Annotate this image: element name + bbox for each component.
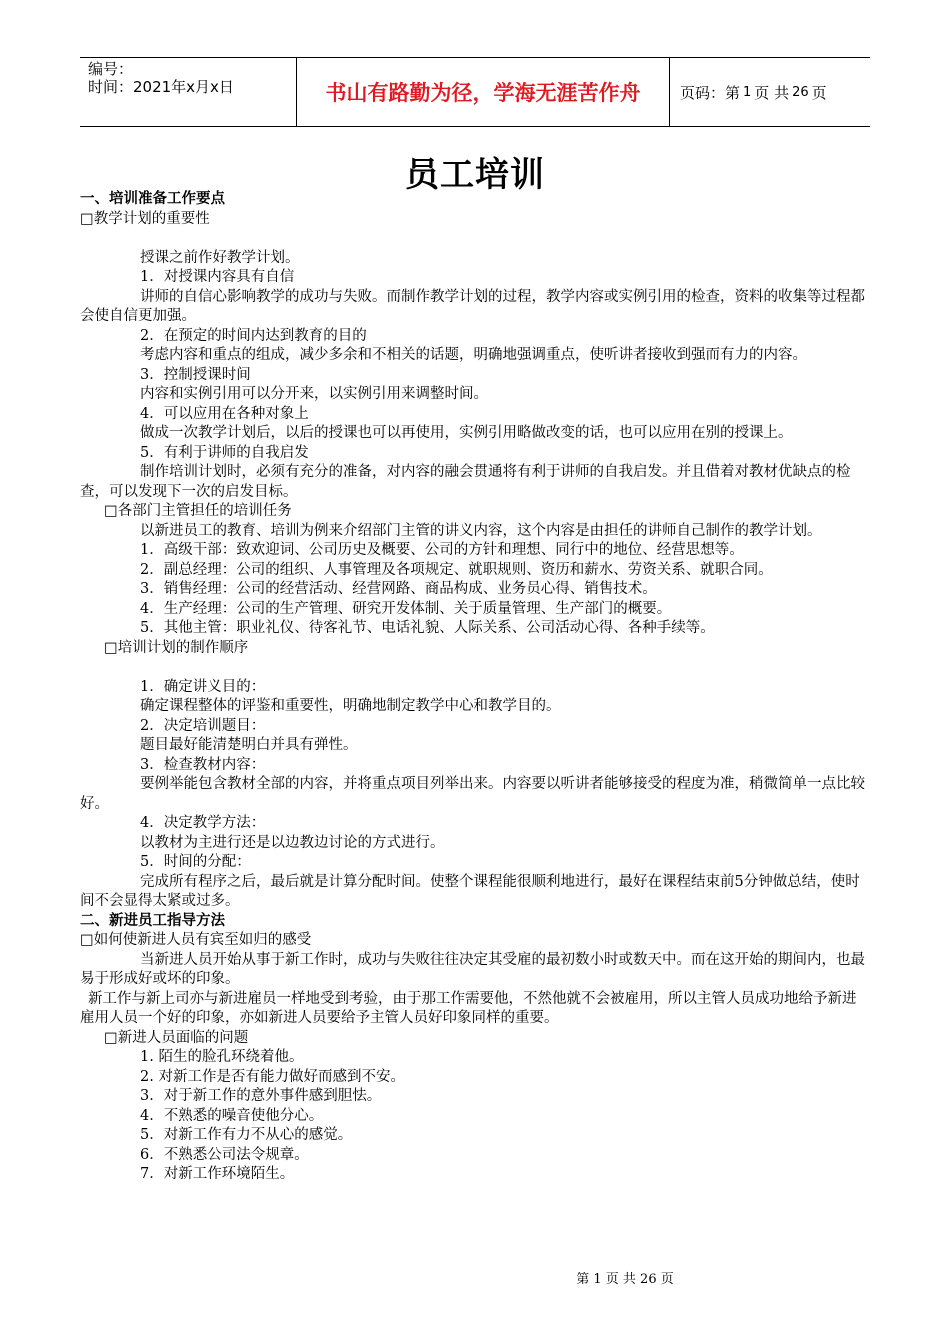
paragraph: 授课之前作好教学计划。 (140, 249, 300, 266)
paragraph: 制作培训计划时，必须有充分的准备，对内容的融会贯通将有利于讲师的自我启发。并且借着对教材优缺点的检查，可以发现下一次的启发目标。 (80, 464, 851, 500)
paragraph: 5．其他主管：职业礼仪、待客礼节、电话礼貌、人际关系、公司活动心得、各种手续等。 (140, 620, 715, 636)
page-mid: 页 共 (754, 83, 790, 102)
blank-line (80, 229, 870, 249)
header-table (80, 57, 870, 127)
paragraph: 4．生产经理：公司的生产管理、研究开发体制、关于质量管理、生产部门的概要。 (140, 600, 672, 617)
blank-line (80, 658, 870, 678)
paragraph: 内容和实例引用可以分开来，以实例引用来调整时间。 (140, 386, 488, 402)
paragraph: 做成一次教学计划后，以后的授课也可以再使用，实例引用略做改变的话，也可以应用在别的授课上。 (140, 425, 793, 441)
paragraph: 1．高级干部：致欢迎词、公司历史及概要、公司的方针和理想、同行中的地位、经营思想等。 (140, 542, 744, 558)
paragraph: 6．不熟悉公司法令规章。 (140, 1146, 309, 1163)
paragraph: □如何使新进人员有宾至如归的感受 (80, 932, 312, 948)
paragraph: 5．有利于讲师的自我启发 (140, 444, 309, 461)
paragraph: 1. 陌生的脸孔环绕着他。 (140, 1049, 304, 1065)
header-info-cell (80, 58, 296, 126)
paragraph: 考虑内容和重点的组成，减少多余和不相关的话题，明确地强调重点，使听讲者接收到强而有力的内容。 (140, 347, 807, 363)
page-total: 26 (792, 84, 809, 100)
document-body (80, 190, 870, 1185)
page-suffix: 页 (811, 83, 827, 102)
header-motto: 书山有路勤为径，学海无涯苦作舟 (296, 58, 670, 126)
paragraph: □教学计划的重要性 (80, 210, 210, 227)
paragraph: 以新进员工的教育、培训为例来介绍部门主管的讲义内容，这个内容是由担任的讲师自己制作的教学计划。 (140, 522, 822, 539)
paragraph: 完成所有程序之后，最后就是计算分配时间。使整个课程能很顺利地进行，最好在课程结束前5分钟做总结，使时间不会显得太紧或过多。 (80, 873, 860, 909)
document-time-label: 时间：2021年x月x日 (88, 78, 234, 96)
paragraph: 2. 对新工作是否有能力做好而感到不安。 (140, 1068, 405, 1085)
paragraph: 5．对新工作有力不从心的感觉。 (140, 1127, 353, 1143)
paragraph: □新进人员面临的问题 (104, 1029, 249, 1046)
paragraph: 3．检查教材内容： (140, 756, 266, 773)
paragraph: 3．销售经理：公司的经营活动、经营网路、商品构成、业务员心得、销售技术。 (140, 581, 657, 597)
paragraph: 1．对授课内容具有自信 (140, 269, 295, 285)
paragraph: 以教材为主进行还是以边教边讨论的方式进行。 (140, 834, 445, 851)
paragraph: 4．可以应用在各种对象上 (140, 405, 309, 422)
section-heading: 二、新进员工指导方法 (80, 912, 225, 929)
paragraph: 2．在预定的时间内达到教育的目的 (140, 327, 367, 344)
section-heading: 一、培训准备工作要点 (80, 191, 225, 207)
paragraph: 4．决定教学方法： (140, 815, 266, 831)
paragraph: 1．确定讲义目的： (140, 678, 266, 695)
paragraph: 5．时间的分配： (140, 854, 251, 870)
paragraph: 7．对新工作环境陌生。 (140, 1166, 295, 1182)
paragraph: 确定课程整体的评鉴和重要性，明确地制定教学中心和教学目的。 (140, 698, 561, 714)
paragraph: 讲师的自信心影响教学的成功与失败。而制作教学计划的过程，教学内容或实例引用的检查，资料的收集等过程都会使自信更加强。 (80, 288, 865, 324)
paragraph: 4．不熟悉的噪音使他分心。 (140, 1107, 324, 1124)
page-number: 1 (743, 84, 752, 100)
page-prefix: 页码：第 (680, 83, 741, 102)
paragraph: 2．决定培训题目： (140, 717, 266, 734)
document-title: 员工培训 (405, 155, 545, 195)
paragraph: 2．副总经理：公司的组织、人事管理及各项规定、就职规则、资历和薪水、劳资关系、就职合同。 (140, 561, 773, 578)
paragraph: 题目最好能清楚明白并具有弹性。 (140, 737, 358, 753)
paragraph: 要例举能包含教材全部的内容，并将重点项目列举出来。内容要以听讲者能够接受的程度为准，稍微简单一点比较好。 (80, 776, 865, 812)
paragraph: 当新进人员开始从事于新工作时，成功与失败往往决定其受雇的最初数小时或数天中。而在这开始的期间内，也最易于形成好或坏的印象。 (80, 951, 865, 987)
paragraph: 3．对于新工作的意外事件感到胆怯。 (140, 1088, 382, 1104)
paragraph: 新工作与新上司亦与新进雇员一样地受到考验，由于那工作需要他，不然他就不会被雇用，所以主管人员成功地给予新进雇用人员一个好的印象，亦如新进人员要给予主管人员好印象同样的重要。 (80, 990, 857, 1026)
paragraph: □各部门主管担任的培训任务 (104, 503, 292, 519)
paragraph: 3．控制授课时间 (140, 366, 251, 383)
page-footer: 第 1 页 共 26 页 (576, 1272, 674, 1287)
header-page-cell (670, 58, 870, 126)
paragraph: □培训计划的制作顺序 (104, 639, 249, 656)
document-number-label: 编号： (88, 60, 134, 78)
